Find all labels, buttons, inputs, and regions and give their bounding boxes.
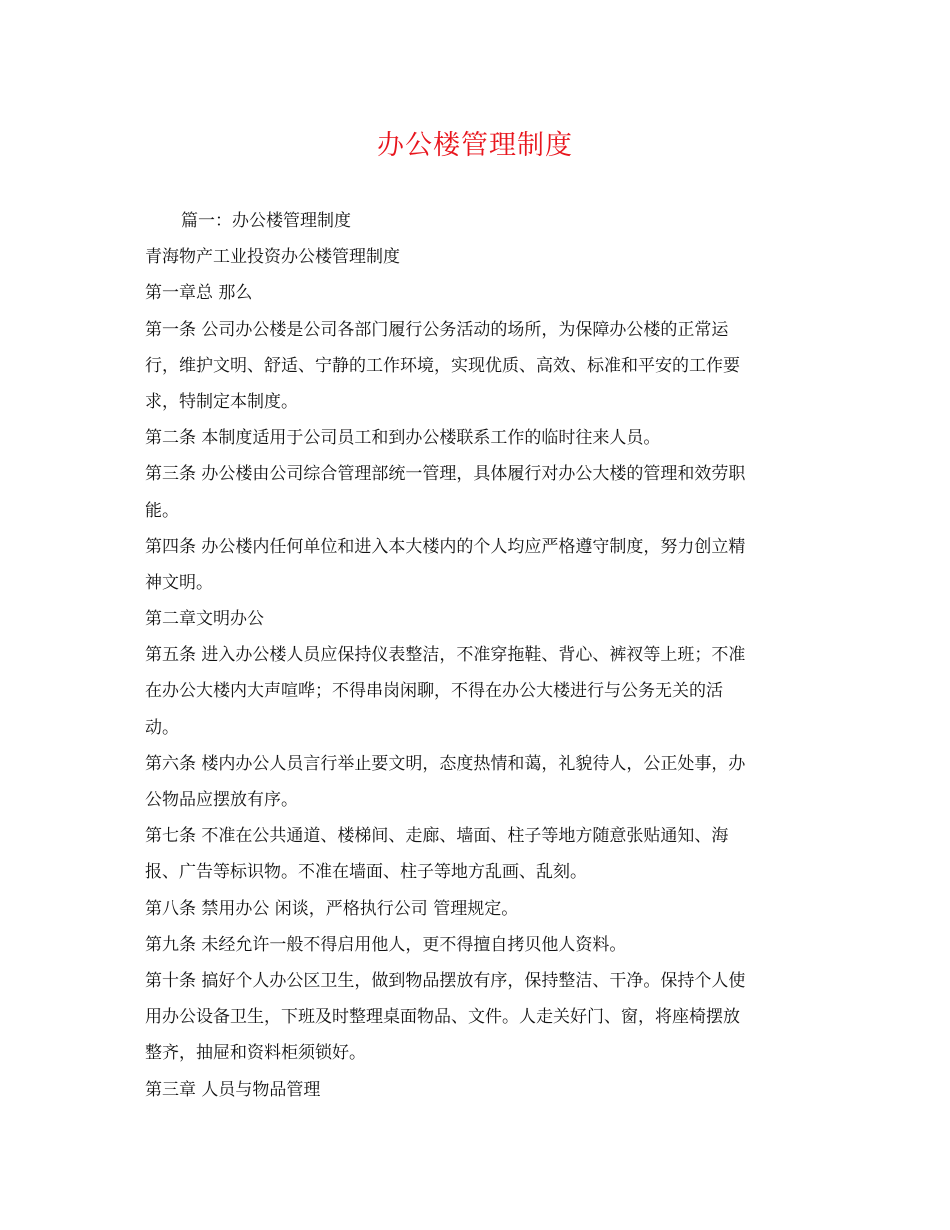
body-line: 神文明。 (145, 572, 213, 593)
document-title: 办公楼管理制度 (377, 130, 573, 161)
chapter-heading: 第三章 人员与物品管理 (145, 1079, 321, 1100)
body-line: 公物品应摆放有序。 (145, 790, 298, 810)
section-heading: 篇一：办公楼管理制度 (181, 211, 351, 231)
body-line: 第八条 禁用办公 闲谈，严格执行公司 管理规定。 (145, 898, 519, 919)
body-line: 在办公大楼内大声喧哗；不得串岗闲聊，不得在办公大楼进行与公务无关的活 (145, 681, 723, 702)
document-body (145, 203, 815, 1108)
body-line: 第一条 公司办公楼是公司各部门履行公务活动的场所，为保障办公楼的正常运 (145, 319, 729, 340)
body-line: 第三条 办公楼由公司综合管理部统一管理，具体履行对办公大楼的管理和效劳职 (145, 464, 746, 485)
body-line: 青海物产工业投资办公楼管理制度 (145, 247, 400, 268)
body-line: 第七条 不准在公共通道、楼梯间、走廊、墙面、柱子等地方随意张贴通知、海 (145, 826, 729, 847)
body-line: 第九条 未经允许一般不得启用他人，更不得擅自拷贝他人资料。 (145, 934, 627, 955)
body-line: 动。 (145, 717, 179, 738)
body-line: 第五条 进入办公楼人员应保持仪表整洁，不准穿拖鞋、背心、裤衩等上班；不准 (145, 645, 746, 666)
body-line: 第十条 搞好个人办公区卫生，做到物品摆放有序，保持整洁、干净。保持个人使 (145, 970, 746, 991)
chapter-heading: 第一章总 那么 (145, 283, 253, 304)
body-line: 第四条 办公楼内任何单位和进入本大楼内的个人均应严格遵守制度，努力创立精 (145, 536, 746, 557)
body-line: 报、广告等标识物。不准在墙面、柱子等地方乱画、乱刻。 (145, 862, 587, 883)
body-line: 行，维护文明、舒适、宁静的工作环境，实现优质、高效、标准和平安的工作要 (145, 355, 740, 376)
body-line: 能。 (145, 500, 179, 521)
body-line: 求，特制定本制度。 (145, 391, 298, 412)
chapter-heading: 第二章文明办公 (145, 609, 264, 630)
body-line: 整齐，抽屉和资料柜须锁好。 (145, 1043, 366, 1064)
body-line: 第二条 本制度适用于公司员工和到办公楼联系工作的临时往来人员。 (145, 428, 661, 449)
body-line: 用办公设备卫生，下班及时整理桌面物品、文件。人走关好门、窗，将座椅摆放 (145, 1007, 740, 1028)
body-line: 第六条 楼内办公人员言行举止要文明，态度热情和蔼，礼貌待人，公正处事，办 (145, 753, 746, 774)
